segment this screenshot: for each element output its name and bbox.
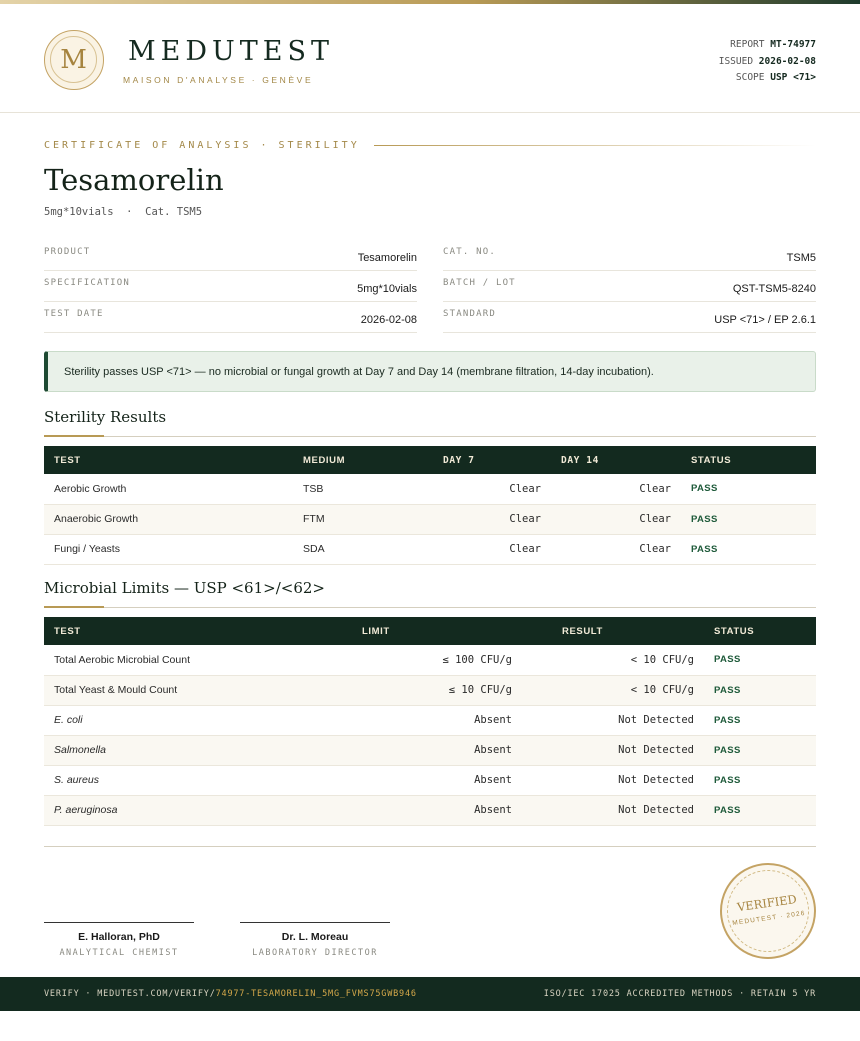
col-header: STATUS xyxy=(691,454,732,466)
info-row: TEST DATE 2026-02-08 xyxy=(44,302,417,333)
signature-role: LABORATORY DIRECTOR xyxy=(252,948,378,958)
status-badge: PASS xyxy=(691,513,718,525)
table-header-row xyxy=(44,617,816,645)
col-header: DAY 14 xyxy=(561,454,599,466)
col-header: DAY 7 xyxy=(443,454,475,466)
heading-rule xyxy=(374,145,816,146)
col-header: RESULT xyxy=(562,625,603,637)
verify-link[interactable]: VERIFY · MEDUTEST.COM/VERIFY/74977-TESAMORELIN_5MG_FVMS75GWB946 xyxy=(44,989,417,999)
table-row: Aerobic Growth TSB Clear Clear PASS xyxy=(44,474,816,504)
report-meta xyxy=(719,37,816,87)
certificate-heading: CERTIFICATE OF ANALYSIS · STERILITY xyxy=(44,138,816,152)
table-row: Salmonella Absent Not Detected PASS xyxy=(44,735,816,765)
info-grid-right xyxy=(443,240,816,333)
table-row: S. aureus Absent Not Detected PASS xyxy=(44,765,816,795)
brand-name: MEDUTEST xyxy=(128,36,334,67)
col-header: TEST xyxy=(54,625,81,637)
accreditation-note: ISO/IEC 17025 ACCREDITED METHODS · RETAIN 5 YR xyxy=(543,989,816,999)
status-badge: PASS xyxy=(714,804,741,816)
signature-role: ANALYTICAL CHEMIST xyxy=(59,948,179,958)
signature-divider xyxy=(44,846,816,847)
col-header: LIMIT xyxy=(362,625,390,637)
table-row: Anaerobic Growth FTM Clear Clear PASS xyxy=(44,504,816,534)
product-subline: 5mg*10vials · Cat. TSM5 xyxy=(44,206,203,218)
info-row: BATCH / LOT QST-TSM5-8240 xyxy=(443,271,816,302)
status-badge: PASS xyxy=(691,483,718,495)
stamp-subtext: MEDUTEST · 2026 xyxy=(731,909,807,928)
microbial-limits-table xyxy=(44,617,816,826)
meta-scope: SCOPE USP <71> xyxy=(735,72,816,83)
info-grid-left xyxy=(44,240,417,333)
table-row: E. coli Absent Not Detected PASS xyxy=(44,705,816,735)
status-badge: PASS xyxy=(714,714,741,726)
table-row: Total Aerobic Microbial Count ≤ 100 CFU/g < 10 CFU/g PASS xyxy=(44,645,816,675)
microbial-section-title: Microbial Limits — USP <61>/<62> xyxy=(44,579,325,597)
stamp-text: VERIFIED xyxy=(736,891,798,915)
report-footer xyxy=(0,977,860,1011)
table-header-row xyxy=(44,446,816,474)
report-header xyxy=(0,4,860,113)
brand-tagline: MAISON D'ANALYSE · GENÈVE xyxy=(123,75,314,85)
meta-report: REPORT MT-74977 xyxy=(730,39,816,50)
brand-monogram: M xyxy=(50,36,97,83)
signature-block-director xyxy=(240,922,390,958)
brand-seal xyxy=(44,30,104,90)
info-row: STANDARD USP <71> / EP 2.6.1 xyxy=(443,302,816,333)
table-row: P. aeruginosa Absent Not Detected PASS xyxy=(44,795,816,825)
signature-name: Dr. L. Moreau xyxy=(281,931,349,943)
signature-block-chemist xyxy=(44,922,194,958)
status-badge: PASS xyxy=(714,684,741,696)
microbial-section-rule xyxy=(44,607,816,608)
status-badge: PASS xyxy=(714,774,741,786)
table-row: Fungi / Yeasts SDA Clear Clear PASS xyxy=(44,534,816,564)
product-title: Tesamorelin xyxy=(44,163,224,197)
meta-issued: ISSUED 2026-02-08 xyxy=(718,55,816,67)
col-header: MEDIUM xyxy=(303,454,346,466)
info-row: PRODUCT Tesamorelin xyxy=(44,240,417,271)
sterility-section-rule xyxy=(44,436,816,437)
info-row: SPECIFICATION 5mg*10vials xyxy=(44,271,417,302)
table-row: Total Yeast & Mould Count ≤ 10 CFU/g < 10 CFU/g PASS xyxy=(44,675,816,705)
status-badge: PASS xyxy=(714,744,741,756)
col-header: TEST xyxy=(54,454,81,466)
sterility-table xyxy=(44,446,816,565)
result-summary-banner: Sterility passes USP <71> — no microbial or fungal growth at Day 7 and Day 14 (membrane filtration, 14-day incubation). xyxy=(44,351,816,392)
sterility-section-title: Sterility Results xyxy=(44,408,167,426)
verify-code: 74977-TESAMORELIN_5MG_FVMS75GWB946 xyxy=(215,989,417,999)
status-badge: PASS xyxy=(714,654,741,666)
signature-name: E. Halloran, PhD xyxy=(78,931,160,943)
status-badge: PASS xyxy=(691,543,718,555)
info-row: CAT. NO. TSM5 xyxy=(443,240,816,271)
col-header: STATUS xyxy=(714,625,755,637)
verified-stamp xyxy=(714,857,822,965)
